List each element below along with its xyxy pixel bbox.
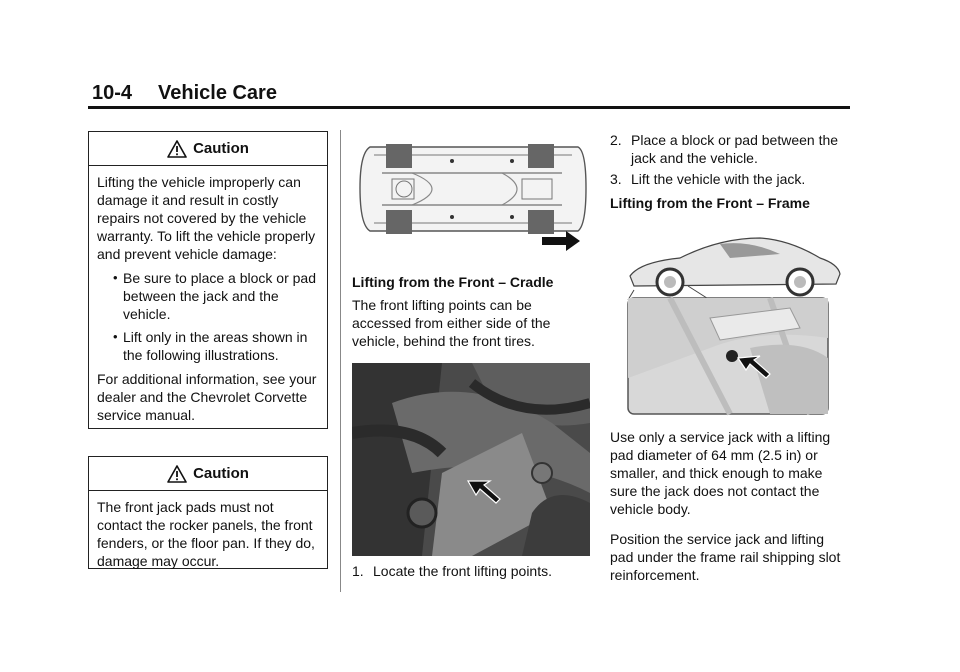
cradle-description: The front lifting points can be accessed from either side of the vehicle, behind the front tires. — [352, 297, 551, 349]
warning-triangle-icon — [167, 140, 187, 158]
caution-label: Caution — [193, 140, 249, 157]
caution-bullet: • Lift only in the areas shown in the following illustrations. — [113, 329, 308, 363]
caution-box-lifting — [88, 131, 328, 429]
page-header — [88, 80, 850, 109]
caution-header — [89, 132, 327, 166]
caution-bullet-list — [97, 269, 319, 364]
step-number: 1. — [352, 563, 364, 579]
jack-position-instructions: Position the service jack and lifting pad under the frame rail shipping slot reinforcement. — [610, 531, 841, 583]
column-divider — [340, 130, 341, 592]
step-text: Place a block or pad between the jack and the vehicle. — [631, 132, 839, 166]
front-cradle-lift-point-photo — [352, 363, 590, 556]
section-heading-frame: Lifting from the Front – Frame — [610, 195, 810, 211]
step-2 — [610, 131, 850, 167]
step-number: 2. — [610, 132, 622, 148]
section-title: Vehicle Care — [158, 82, 277, 104]
caution-box-jack-pads — [88, 456, 328, 569]
step-text: Lift the vehicle with the jack. — [631, 171, 806, 187]
service-jack-instructions: Use only a service jack with a lifting pad diameter of 64 mm (2.5 in) or smaller, and thick enough to make sure the jack does not contact the vehicle body. — [610, 429, 831, 517]
caution-bullet: • Be sure to place a block or pad between the jack and the vehicle. — [113, 270, 317, 322]
car-side-view — [630, 238, 840, 295]
section-heading-cradle: Lifting from the Front – Cradle — [352, 274, 554, 290]
step-number: 3. — [610, 171, 622, 187]
caution-label: Caution — [193, 465, 249, 482]
step-1 — [352, 562, 592, 580]
underbody-lift-points-diagram — [352, 133, 588, 255]
frame-lift-point-illustration — [610, 228, 850, 418]
caution-header — [89, 457, 327, 491]
caution-footer-text: For additional information, see your dealer and the Chevrolet Corvette service manual. — [97, 371, 317, 423]
step-text: Locate the front lifting points. — [373, 563, 552, 579]
caution-text: Lifting the vehicle improperly can damage it and result in costly repairs not covered by the vehicle warranty. To lift the vehicle properly and prevent vehicle damage: — [97, 174, 316, 262]
step-3 — [610, 170, 850, 188]
warning-triangle-icon — [167, 465, 187, 483]
page-number: 10-4 — [92, 82, 133, 104]
caution-text: The front jack pads must not contact the rocker panels, the front fenders, or the floor pan. If they do, damage may occur. — [97, 499, 315, 569]
